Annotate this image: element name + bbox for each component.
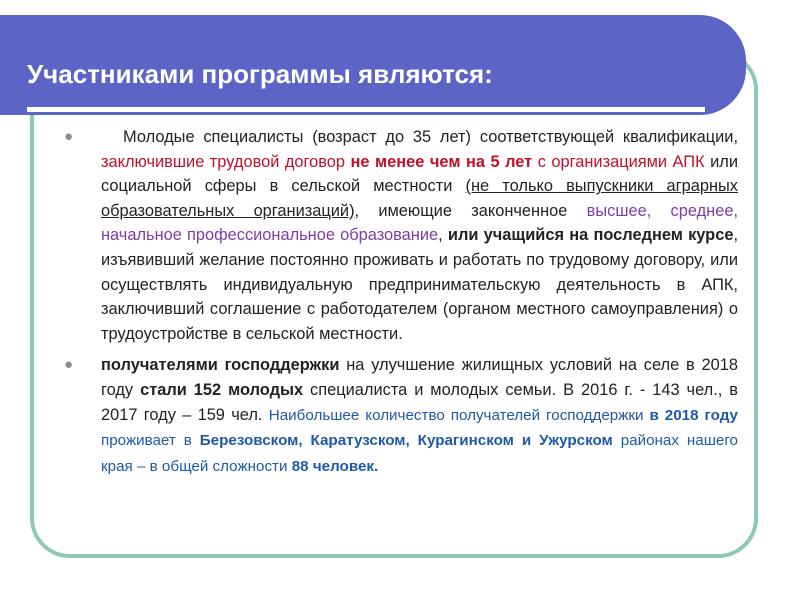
- item2-text-6: в 2018 году: [649, 406, 738, 424]
- bullet-icon: ●: [64, 356, 74, 374]
- item2-text-9: районах нашего края – в общей сложности: [101, 432, 738, 475]
- title-underline: [27, 107, 705, 112]
- item1-text-3: не менее чем на 5 лет: [350, 152, 533, 171]
- item1-text-1: Молодые специалисты (возраст до 35 лет) соответствующей квалификации,: [123, 128, 738, 146]
- item1-text-4: с организациями АПК: [532, 152, 705, 171]
- item1-text-5: или социальной сферы в сельской местности: [101, 152, 738, 196]
- item2-text-1: получателями господдержки: [101, 356, 340, 375]
- item2-text-4: специалиста и молодых семьи. В 2016 г. - 143 чел., в 2017 году – 159 чел.: [101, 380, 738, 424]
- item1-text-6: (не только выпускники аграрных образовательных организаций),: [101, 177, 738, 220]
- item2-text-2: на улучшение жилищных условий на селе в 2018 году: [101, 356, 738, 399]
- bullet-icon: ●: [64, 128, 74, 145]
- item2-text-10: 88 человек.: [291, 457, 379, 475]
- item1-text-7: имеющие законченное: [359, 201, 587, 220]
- list-item: [64, 353, 738, 479]
- slide-body: [64, 125, 738, 486]
- slide-title: Участниками программы являются:: [27, 59, 493, 89]
- item1-text-2: заключившие трудовой договор: [101, 152, 351, 171]
- title-banner: [0, 15, 746, 115]
- item2-text-7: проживает в: [101, 432, 200, 450]
- item1-text-9: ,: [438, 226, 448, 245]
- item2-text-8: Березовском, Каратузском, Курагинском и Ужурском: [199, 432, 613, 450]
- item2-text-5: Наибольшее количество получателей господдержки: [268, 406, 650, 424]
- item1-text-11: , изъявивший желание постоянно проживать и работать по трудовому договору, или осуществлять индивидуальную предпринимательскую деятельность в АПК, заключивший соглашение с работодателем (органом местного самоуправления) о трудоустройстве в сельской местности.: [101, 226, 738, 343]
- list-item: [64, 125, 738, 346]
- item1-text-10: или учащийся на последнем курсе: [447, 226, 734, 245]
- item1-text-8: высшее, среднее, начальное профессиональное образование: [101, 201, 738, 245]
- item2-text-3: стали 152 молодых: [140, 380, 304, 399]
